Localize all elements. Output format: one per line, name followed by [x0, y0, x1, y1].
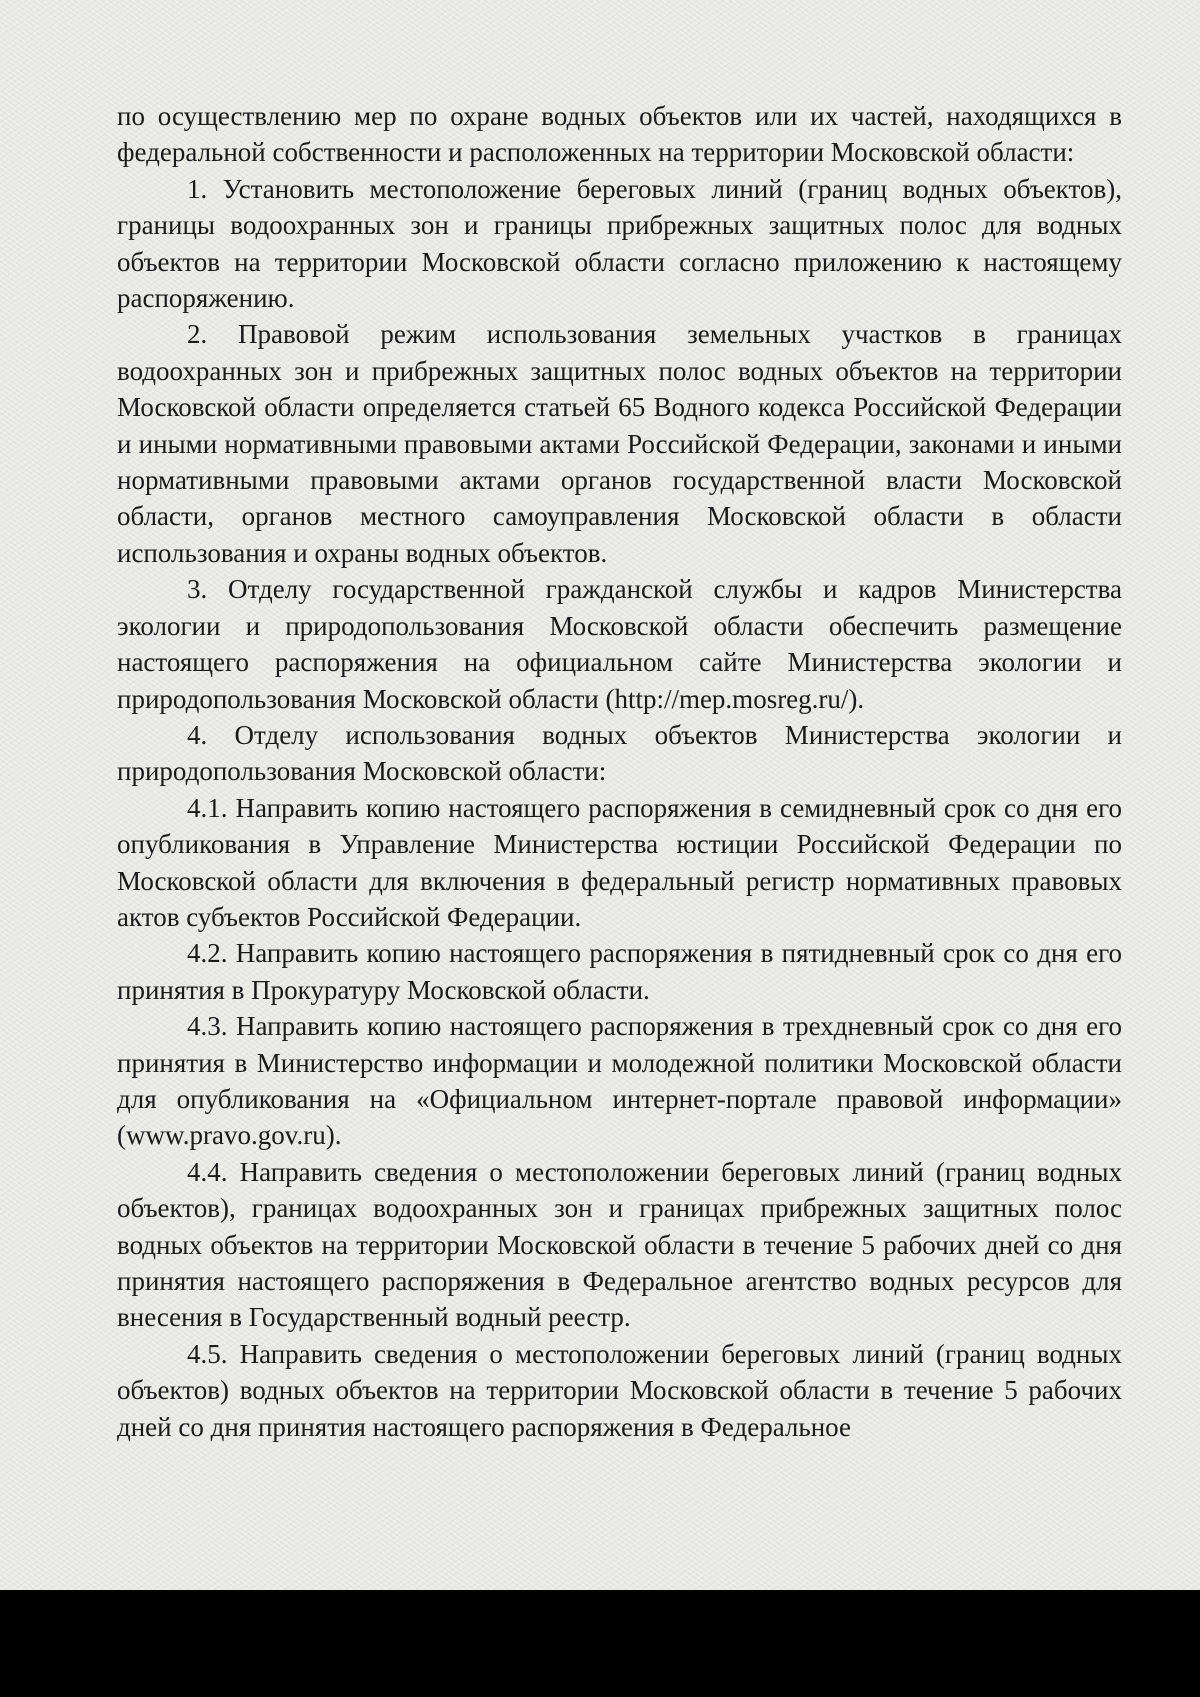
paragraph-4-4: 4.4. Направить сведения о местоположении береговых линий (границ водных объектов), границах водоохранных зон и границах прибрежных защитных полос водных объектов на территории Московской области в течение 5 рабочих дней со дня принятия настоящего распоряжения в Федеральное агентство водных ресурсов для внесения в Государственный водный реестр. — [117, 1156, 1122, 1333]
paragraph-4: 4. Отделу использования водных объектов Министерства экологии и природопользования Московской области: — [117, 719, 1122, 787]
paragraph-3: 3. Отделу государственной гражданской службы и кадров Министерства экологии и природопользования Московской области обеспечить размещение настоящего распоряжения на официальном сайте Министерства экологии и природопользования Московской области (http://mep.mosreg.ru/). — [117, 574, 1122, 714]
document-body — [117, 98, 1122, 1445]
paragraph-4-5: 4.5. Направить сведения о местоположении береговых линий (границ водных объектов) водных объектов на территории Московской области в течение 5 рабочих дней со дня принятия настоящего распоряжения в Федеральное — [117, 1338, 1122, 1442]
paragraph-4-1: 4.1. Направить копию настоящего распоряжения в семидневный срок со дня его опубликования в Управление Министерства юстиции Российской Федерации по Московской области для включения в федеральный регистр нормативных правовых актов субъектов Российской Федерации. — [117, 792, 1122, 932]
paragraph-4-3: 4.3. Направить копию настоящего распоряжения в трехдневный срок со дня его принятия в Министерство информации и молодежной политики Московской области для опубликования на «Официальном интернет-портале правовой информации» (www.pravo.gov.ru). — [117, 1011, 1122, 1151]
scan-border — [0, 1590, 1200, 1697]
paragraph-2: 2. Правовой режим использования земельных участков в границах водоохранных зон и прибрежных защитных полос водных объектов на территории Московской области определяется статьей 65 Водного кодекса Российской Федерации и иными нормативными правовыми актами Российской Федерации, законами и иными нормативными правовыми актами органов государственной власти Московской области, органов местного самоуправления Московской области в области использования и охраны водных объектов. — [117, 319, 1122, 568]
paragraph-intro: по осуществлению мер по охране водных объектов или их частей, находящихся в федеральной собственности и расположенных на территории Московской области: — [117, 101, 1122, 168]
paragraph-4-2: 4.2. Направить копию настоящего распоряжения в пятидневный срок со дня его принятия в Прокуратуру Московской области. — [117, 938, 1122, 1005]
paragraph-1: 1. Установить местоположение береговых линий (границ водных объектов), границы водоохранных зон и границы прибрежных защитных полос для водных объектов на территории Московской области согласно приложению к настоящему распоряжению. — [117, 173, 1122, 314]
